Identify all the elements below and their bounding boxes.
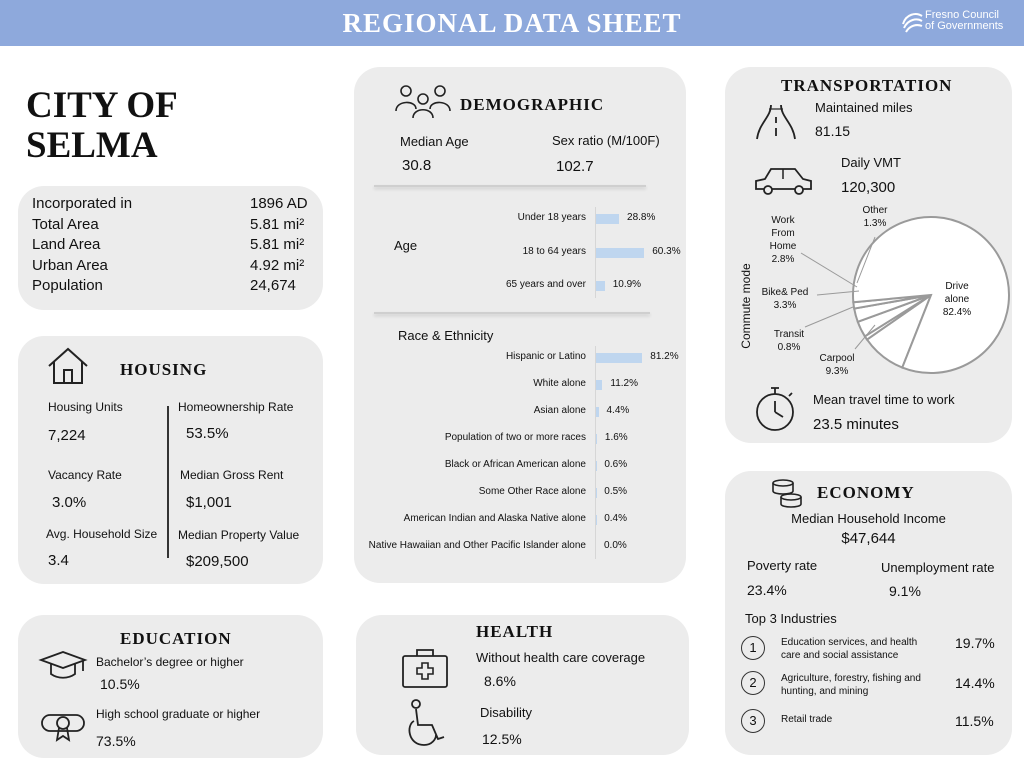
travel-time-value: 23.5 minutes xyxy=(813,416,899,433)
fact-label: Total Area xyxy=(32,215,99,233)
fact-value: 4.92 mi² xyxy=(250,256,305,274)
median-income-value: $47,644 xyxy=(841,530,896,547)
poverty-value: 23.4% xyxy=(747,582,787,598)
pie-leader-line xyxy=(805,307,853,327)
bar-value-label: 81.2% xyxy=(650,351,679,362)
unemployment-label: Unemployment rate xyxy=(881,560,995,575)
bar xyxy=(596,434,597,444)
house-icon xyxy=(46,346,90,386)
demographic-title: DEMOGRAPHIC xyxy=(460,95,605,114)
bar xyxy=(596,353,642,363)
homeownership-label: Homeownership Rate xyxy=(178,400,294,414)
maintained-miles-value: 81.15 xyxy=(815,123,851,139)
economy-title: ECONOMY xyxy=(817,483,915,502)
fact-row xyxy=(32,256,312,277)
wheelchair-icon xyxy=(406,699,450,749)
car-icon xyxy=(753,165,815,197)
highschool-value: 73.5% xyxy=(96,733,136,749)
fact-label: Population xyxy=(32,277,103,295)
poverty-label: Poverty rate xyxy=(747,558,818,573)
demographic-card xyxy=(354,67,686,583)
medical-kit-icon xyxy=(400,647,450,689)
maintained-miles-label: Maintained miles xyxy=(815,100,913,115)
no-coverage-label: Without health care coverage xyxy=(476,650,646,665)
industry-value: 19.7% xyxy=(955,635,995,651)
top-industries-label: Top 3 Industries xyxy=(745,611,837,626)
road-icon xyxy=(755,103,797,141)
fact-label: Land Area xyxy=(32,236,101,254)
fact-value: 1896 AD xyxy=(250,195,308,212)
pie-slice-label: Carpool 9.3% xyxy=(819,353,855,377)
fact-row xyxy=(32,235,312,256)
household-size-value: 3.4 xyxy=(48,552,69,569)
stopwatch-icon xyxy=(753,385,797,433)
city-title-line2: SELMA xyxy=(26,125,158,166)
housing-divider xyxy=(167,406,169,558)
bachelors-label: Bachelor’s degree or higher xyxy=(96,655,244,669)
no-coverage-value: 8.6% xyxy=(484,673,516,689)
industry-name-line: hunting, and mining xyxy=(781,686,869,697)
household-size-label: Avg. Household Size xyxy=(46,527,158,541)
health-card xyxy=(356,615,689,755)
daily-vmt-value: 120,300 xyxy=(841,179,896,196)
industry-rank-2: 2 xyxy=(741,671,765,695)
bar-value-label: 11.2% xyxy=(610,378,638,389)
median-income-label: Median Household Income xyxy=(791,511,946,526)
property-value-label: Median Property Value xyxy=(178,528,300,542)
bar-value-label: 0.6% xyxy=(604,459,628,470)
transportation-title: TRANSPORTATION xyxy=(781,76,953,95)
fact-value: 24,674 xyxy=(250,277,296,295)
city-title-line1: CITY OF xyxy=(26,85,178,126)
bar-value-label: 0.4% xyxy=(604,513,628,524)
diploma-icon xyxy=(38,709,88,743)
industry-name xyxy=(781,713,832,726)
vacancy-value: 3.0% xyxy=(52,494,87,511)
industry-value: 11.5% xyxy=(955,713,994,729)
logo-line1: Fresno Council xyxy=(925,9,999,21)
industry-value: 14.4% xyxy=(955,675,995,691)
bar-category-label: Native Hawaiian and Other Pacific Islander alone xyxy=(368,540,586,551)
homeownership-value: 53.5% xyxy=(186,425,229,442)
housing-title: HOUSING xyxy=(120,360,208,379)
bar-value-label: 1.6% xyxy=(604,432,628,443)
industry-rank-3: 3 xyxy=(741,709,765,733)
pie-leader-line xyxy=(801,253,857,287)
bar-category-label: White alone xyxy=(533,378,586,389)
housing-units-value: 7,224 xyxy=(48,427,86,444)
housing-units-label: Housing Units xyxy=(48,400,123,414)
transportation-card xyxy=(725,67,1012,443)
industry-rank-1: 1 xyxy=(741,636,765,660)
bar-category-label: Asian alone xyxy=(533,405,586,416)
fact-label: Urban Area xyxy=(32,256,108,274)
sex-ratio-label: Sex ratio (M/100F) xyxy=(552,133,660,148)
fact-value: 5.81 mi² xyxy=(250,236,305,254)
commute-pie-chart xyxy=(725,197,1012,387)
bachelors-value: 10.5% xyxy=(100,676,140,692)
bar-value-label: 0.0% xyxy=(604,540,627,551)
industry-name xyxy=(781,636,917,662)
highschool-label: High school graduate or higher xyxy=(96,707,261,721)
bar xyxy=(596,380,602,390)
pie-slice-label: Work From Home 2.8% xyxy=(769,215,797,265)
fact-label: Incorporated in xyxy=(32,195,133,212)
disability-value: 12.5% xyxy=(482,731,522,747)
health-title: HEALTH xyxy=(476,622,554,641)
vacancy-label: Vacancy Rate xyxy=(48,468,122,482)
logo-icon xyxy=(900,10,924,34)
pie-slice-label: Drive alone 82.4% xyxy=(942,281,972,318)
bar-value-label: 0.5% xyxy=(604,486,628,497)
bar-category-label: 18 to 64 years xyxy=(522,246,586,257)
pie-slice-label: Other 1.3% xyxy=(862,205,888,229)
unemployment-value: 9.1% xyxy=(889,583,921,599)
fact-value: 5.81 mi² xyxy=(250,215,305,233)
bar-axis-line xyxy=(595,346,596,559)
property-value-value: $209,500 xyxy=(186,553,249,570)
bar-category-label: Hispanic or Latino xyxy=(505,351,586,362)
industry-name-line: Agriculture, forestry, fishing and xyxy=(781,673,921,684)
page-title: REGIONAL DATA SHEET xyxy=(342,8,682,38)
bar-category-label: Under 18 years xyxy=(517,212,586,223)
median-age-label: Median Age xyxy=(400,134,469,149)
bar-category-label: Black or African American alone xyxy=(444,459,586,470)
commute-axis-label: Commute mode xyxy=(739,263,753,349)
bar-category-label: Some Other Race alone xyxy=(478,486,586,497)
gross-rent-value: $1,001 xyxy=(186,494,232,511)
race-bar-chart xyxy=(354,67,686,583)
daily-vmt-label: Daily VMT xyxy=(841,155,901,170)
industry-name-line: Education services, and health xyxy=(781,637,918,648)
industry-name-line: Retail trade xyxy=(781,714,833,725)
pie-slice-label: Bike& Ped 3.3% xyxy=(761,287,809,311)
fact-row xyxy=(32,276,312,297)
graduation-cap-icon xyxy=(38,649,88,681)
city-facts-card xyxy=(18,186,323,310)
education-card xyxy=(18,615,323,758)
median-age-value: 30.8 xyxy=(402,157,432,174)
housing-card xyxy=(18,336,323,584)
disability-label: Disability xyxy=(480,705,533,720)
bar-category-label: Population of two or more races xyxy=(444,432,586,443)
bar-value-label: 4.4% xyxy=(606,405,630,416)
industry-name xyxy=(781,672,921,698)
header-bar xyxy=(0,0,1024,46)
logo-line2: of Governments xyxy=(925,20,1004,32)
gross-rent-label: Median Gross Rent xyxy=(180,468,284,482)
travel-time-label: Mean travel time to work xyxy=(813,392,955,407)
bar-category-label: American Indian and Alaska Native alone xyxy=(403,513,586,524)
coins-icon xyxy=(769,477,807,509)
facts-list xyxy=(32,194,312,297)
education-title: EDUCATION xyxy=(120,629,232,648)
city-title xyxy=(26,86,178,166)
fact-row xyxy=(32,215,312,236)
bar-value-label: 28.8% xyxy=(627,212,656,223)
age-label: Age xyxy=(394,238,418,253)
sex-ratio-value: 102.7 xyxy=(556,158,594,175)
bar-value-label: 10.9% xyxy=(612,279,642,290)
race-label: Race & Ethnicity xyxy=(398,328,494,343)
bar xyxy=(596,407,599,417)
economy-card xyxy=(725,471,1012,755)
bar-category-label: 65 years and over xyxy=(505,279,586,290)
bar-value-label: 60.3% xyxy=(652,246,681,257)
fresno-cog-logo xyxy=(900,8,1010,38)
industry-name-line: care and social assistance xyxy=(781,650,899,661)
pie-slice-label: Transit 0.8% xyxy=(773,329,805,353)
fact-row xyxy=(32,194,312,215)
